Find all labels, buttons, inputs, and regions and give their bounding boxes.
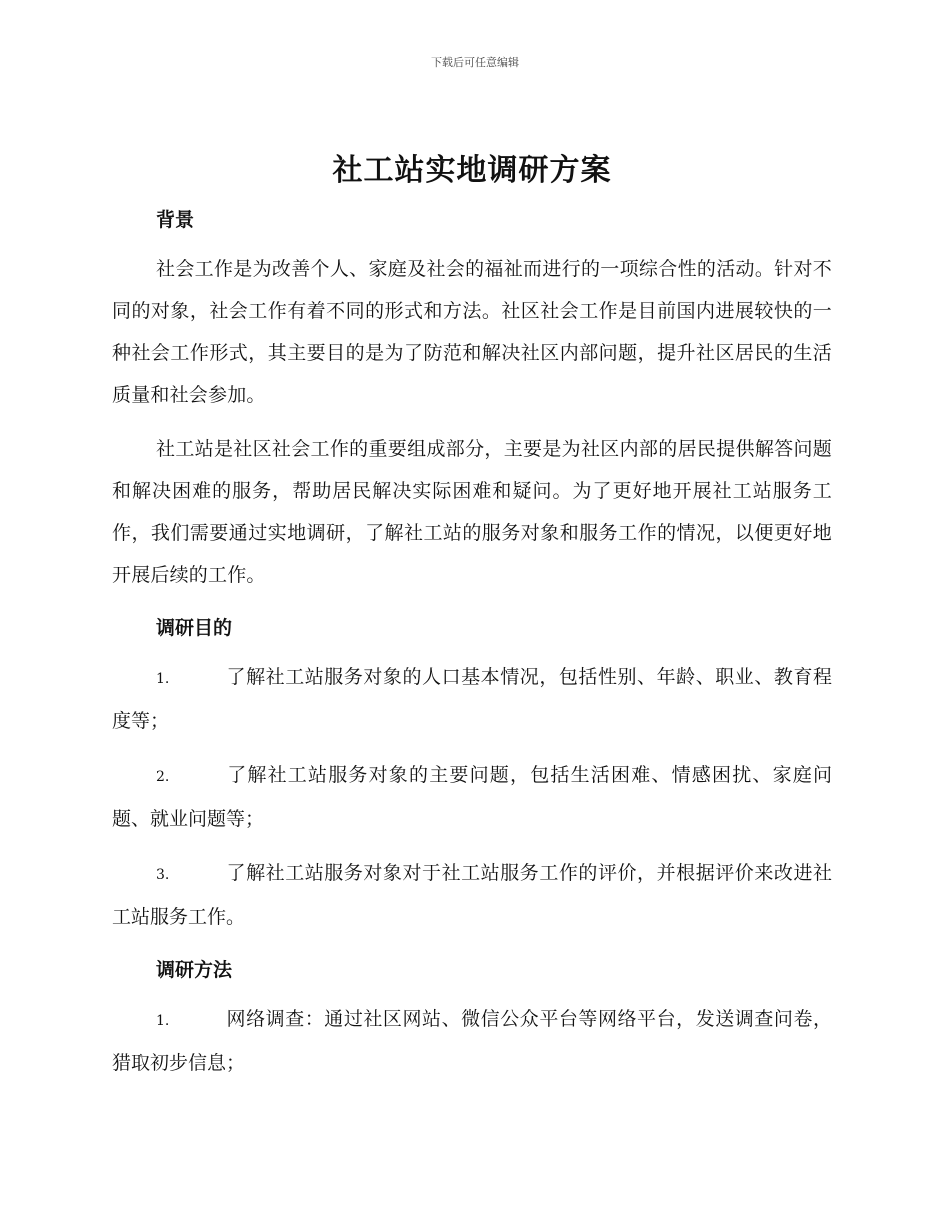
section-heading-purpose: 调研目的 (156, 617, 233, 639)
document-body (112, 148, 832, 1084)
list-number: 1. (156, 671, 170, 687)
list-item-text: 了解社工站服务对象的主要问题，包括生活困难、情感困扰、家庭问题、就业问题等； (112, 764, 832, 830)
list-item-text: 了解社工站服务对象的人口基本情况，包括性别、年龄、职业、教育程度等； (112, 666, 832, 732)
list-number: 2. (156, 769, 170, 785)
list-item-text: 了解社工站服务对象对于社工站服务工作的评价，并根据评价来改进社工站服务工作。 (112, 862, 832, 928)
purpose-list-item (112, 754, 832, 840)
section-heading-background: 背景 (156, 209, 195, 231)
list-number: 1. (156, 1013, 170, 1029)
list-number: 3. (156, 867, 170, 883)
background-paragraph-1: 社会工作是为改善个人、家庭及社会的福祉而进行的一项综合性的活动。针对不同的对象，社会工作有着不同的形式和方法。社区社会工作是目前国内进展较快的一种社会工作形式，其主要目的是为了防范和解决社区内部问题，提升社区居民的生活质量和社会参加。 (112, 258, 832, 406)
purpose-list-item (112, 656, 832, 742)
method-list-item (112, 998, 832, 1084)
section-heading-method: 调研方法 (156, 959, 233, 981)
list-item-text: 网络调查：通过社区网站、微信公众平台等网络平台，发送调查问卷，猎取初步信息； (112, 1008, 832, 1074)
purpose-list-item (112, 852, 832, 938)
page-header-note: 下载后可任意编辑 (431, 56, 519, 69)
document-title: 社工站实地调研方案 (332, 153, 612, 188)
background-paragraph-2: 社工站是社区社会工作的重要组成部分，主要是为社区内部的居民提供解答问题和解决困难的服务，帮助居民解决实际困难和疑问。为了更好地开展社工站服务工作，我们需要通过实地调研，了解社工站的服务对象和服务工作的情况，以便更好地开展后续的工作。 (112, 438, 832, 586)
